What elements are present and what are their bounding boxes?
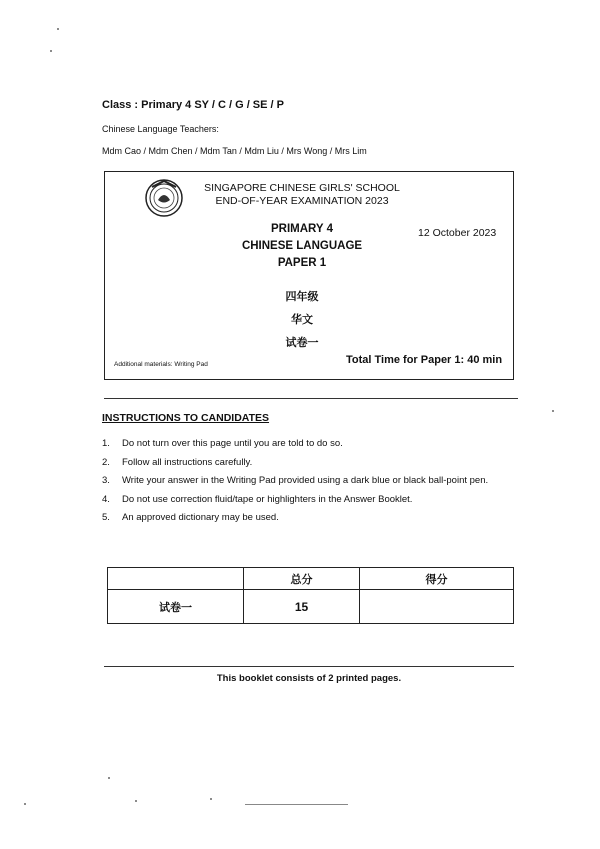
subject: CHINESE LANGUAGE bbox=[241, 240, 363, 252]
instruction-item bbox=[102, 454, 502, 473]
school-crest-logo bbox=[144, 178, 184, 218]
score-row-obtained[interactable] bbox=[360, 590, 514, 624]
additional-materials: Additional materials: Writing Pad bbox=[114, 361, 208, 368]
instruction-item bbox=[102, 472, 502, 491]
scan-speck bbox=[50, 50, 52, 52]
instruction-number: 3. bbox=[102, 475, 110, 486]
scan-speck bbox=[57, 28, 59, 30]
exam-date: 12 October 2023 bbox=[418, 227, 497, 239]
scan-speck bbox=[24, 803, 26, 805]
scan-speck bbox=[135, 800, 137, 802]
cn-subject: 华文 bbox=[291, 313, 313, 326]
total-time: Total Time for Paper 1: 40 min bbox=[346, 354, 503, 366]
class-line: Class : Primary 4 SY / C / G / SE / P bbox=[102, 99, 284, 111]
score-header-total: 总分 bbox=[244, 568, 360, 590]
score-header-obtained: 得分 bbox=[360, 568, 514, 590]
school-name: SINGAPORE CHINESE GIRLS' SCHOOL bbox=[204, 182, 400, 194]
instruction-number: 5. bbox=[102, 512, 110, 523]
scan-speck bbox=[108, 777, 110, 779]
instructions-list bbox=[102, 435, 502, 528]
paper-title bbox=[186, 221, 418, 272]
instruction-item bbox=[102, 435, 502, 454]
score-table-row bbox=[108, 590, 514, 624]
divider-bottom bbox=[104, 666, 514, 667]
school-title bbox=[186, 182, 418, 208]
level: PRIMARY 4 bbox=[271, 223, 333, 235]
score-header-blank bbox=[108, 568, 244, 590]
footer-text: This booklet consists of 2 printed pages. bbox=[216, 673, 402, 684]
score-table bbox=[107, 567, 514, 624]
scan-speck bbox=[210, 798, 212, 800]
instruction-text: Write your answer in the Writing Pad provided using a dark blue or black ball-point pen. bbox=[122, 475, 489, 486]
paper: PAPER 1 bbox=[277, 257, 327, 269]
instruction-number: 1. bbox=[102, 438, 110, 449]
instruction-text: Do not use correction fluid/tape or highlighters in the Answer Booklet. bbox=[122, 493, 413, 505]
instruction-item bbox=[102, 491, 502, 510]
score-row-total: 15 bbox=[244, 590, 360, 624]
instruction-text: Do not turn over this page until you are told to do so. bbox=[122, 438, 343, 449]
instructions-heading: INSTRUCTIONS TO CANDIDATES bbox=[102, 412, 270, 424]
score-row-paper: 试卷一 bbox=[108, 590, 244, 624]
scan-speck bbox=[552, 410, 554, 412]
scan-smudge-line bbox=[245, 804, 348, 805]
instruction-text: An approved dictionary may be used. bbox=[122, 512, 279, 523]
instruction-text: Follow all instructions carefully. bbox=[122, 456, 253, 468]
cn-level: 四年级 bbox=[285, 290, 319, 303]
exam-name: END-OF-YEAR EXAMINATION 2023 bbox=[215, 195, 389, 207]
teachers-list: Mdm Cao / Mdm Chen / Mdm Tan / Mdm Liu / Mrs Wong / Mrs Lim bbox=[102, 146, 367, 156]
score-table-header-row bbox=[108, 568, 514, 590]
divider-top bbox=[104, 398, 518, 399]
instruction-number: 4. bbox=[102, 493, 110, 505]
instruction-number: 2. bbox=[102, 456, 110, 468]
instruction-item bbox=[102, 509, 502, 528]
teachers-label: Chinese Language Teachers: bbox=[102, 124, 219, 134]
cn-paper: 试卷一 bbox=[285, 336, 319, 349]
